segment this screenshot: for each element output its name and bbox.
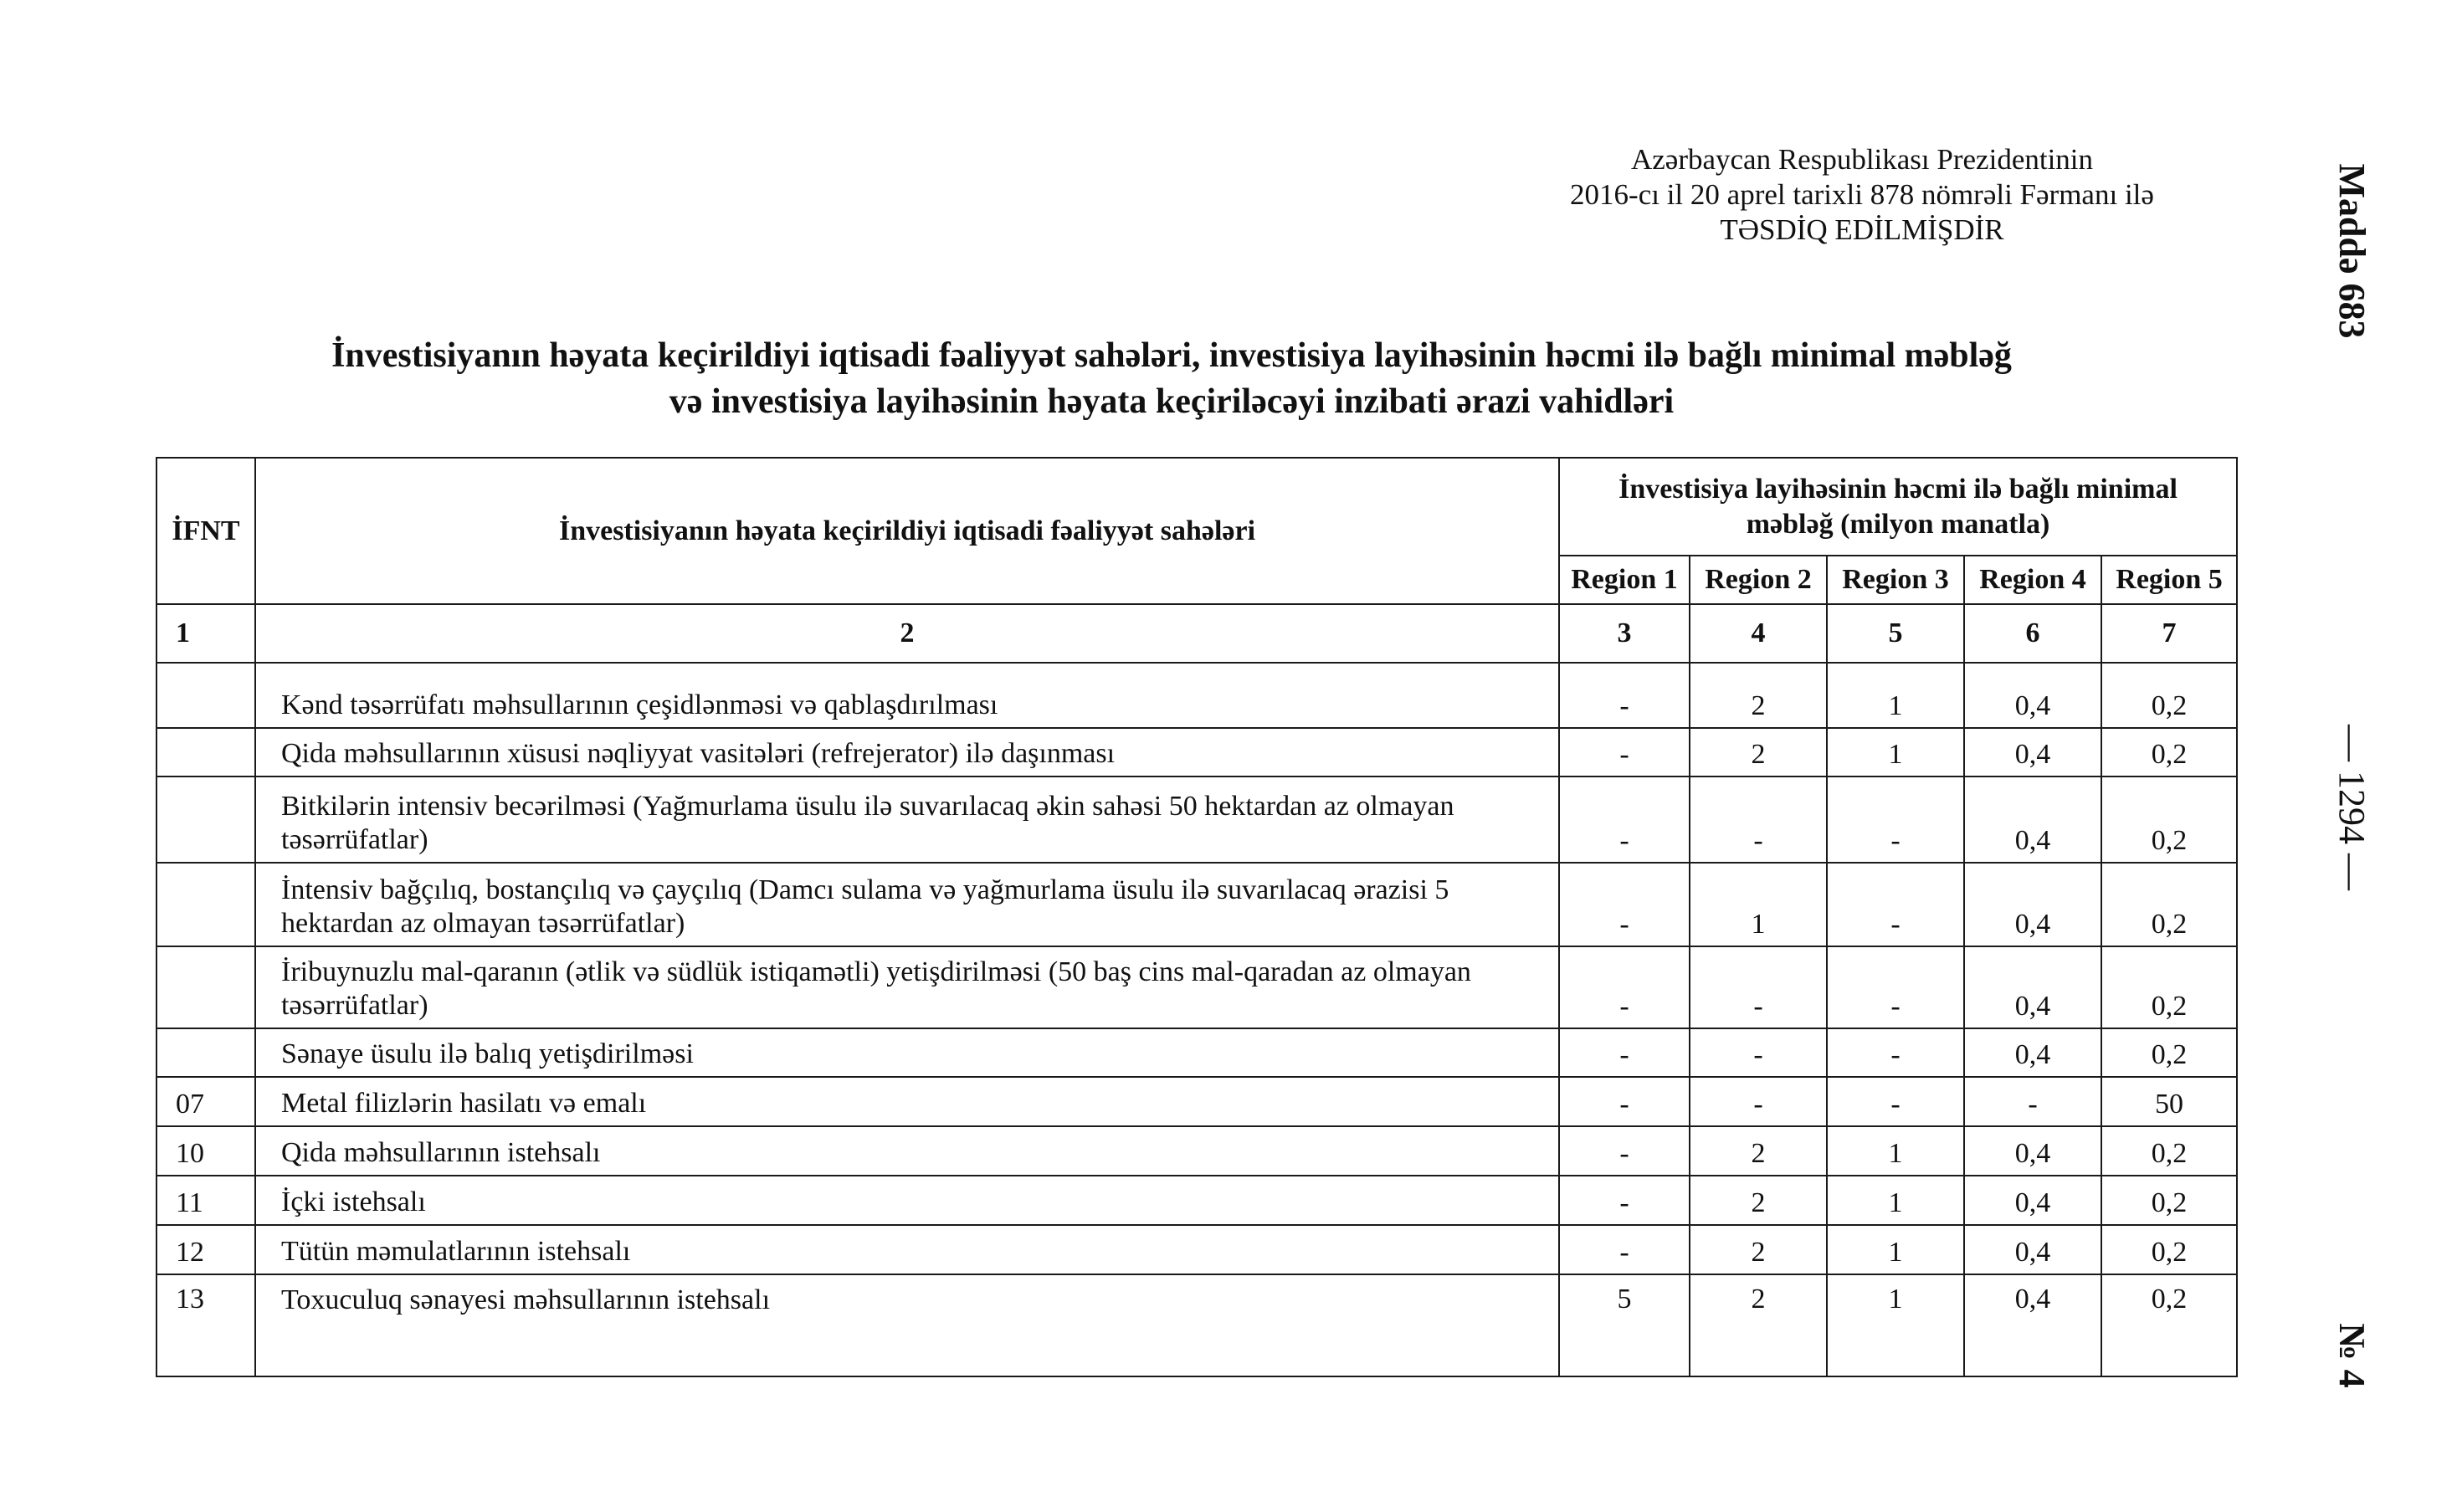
table-row: [156, 663, 2237, 728]
row-region-5: 0,2: [2101, 1028, 2237, 1077]
row-region-1: -: [1559, 1176, 1690, 1225]
row-sector: Qida məhsullarının istehsalı: [255, 1126, 1559, 1176]
row-region-5: 0,2: [2101, 1176, 2237, 1225]
row-region-1: -: [1559, 1126, 1690, 1176]
row-region-3: -: [1827, 1028, 1964, 1077]
row-code: [156, 863, 255, 946]
row-region-1: -: [1559, 728, 1690, 777]
row-code: [156, 777, 255, 863]
row-sector: Kənd təsərrüfatı məhsullarının çeşidlənməsi və qablaşdırılması: [255, 663, 1559, 728]
col-number-1: 1: [156, 604, 255, 663]
row-region-5: 0,2: [2101, 863, 2237, 946]
page-number: — 1294 —: [2331, 725, 2372, 890]
col-number-7: 7: [2101, 604, 2237, 663]
row-region-3: -: [1827, 777, 1964, 863]
row-region-2: -: [1690, 777, 1827, 863]
row-sector: Toxuculuq sənayesi məhsullarının istehsalı: [255, 1274, 1559, 1376]
row-sector: Qida məhsullarının xüsusi nəqliyyat vasitələri (refrejerator) ilə daşınması: [255, 728, 1559, 777]
header-region-5: Region 5: [2101, 556, 2237, 604]
approval-line-3: TƏSDİQ EDİLMİŞDİR: [1720, 213, 2004, 246]
header-region-2: Region 2: [1690, 556, 1827, 604]
row-code: [156, 1028, 255, 1077]
table-row: [156, 946, 2237, 1028]
row-region-3: 1: [1827, 728, 1964, 777]
row-region-5: 0,2: [2101, 728, 2237, 777]
header-region-3: Region 3: [1827, 556, 1964, 604]
table-row: [156, 1077, 2237, 1126]
row-region-2: 2: [1690, 1225, 1827, 1274]
row-code: 13: [156, 1274, 255, 1376]
row-region-4: 0,4: [1964, 1176, 2101, 1225]
header-min-amount: [1559, 458, 2237, 556]
row-region-4: 0,4: [1964, 663, 2101, 728]
row-region-3: -: [1827, 946, 1964, 1028]
row-region-3: -: [1827, 863, 1964, 946]
row-sector: İntensiv bağçılıq, bostançılıq və çayçılıq (Damcı sulama və yağmurlama üsulu ilə suvarılacaq ərazisi 5 hektardan az olmayan təsərrüfatlar): [255, 863, 1559, 946]
row-region-2: -: [1690, 1028, 1827, 1077]
row-region-4: -: [1964, 1077, 2101, 1126]
header-ifnt: İFNT: [156, 458, 255, 604]
col-number-2: 2: [255, 604, 1559, 663]
col-number-3: 3: [1559, 604, 1690, 663]
header-region-4: Region 4: [1964, 556, 2101, 604]
row-region-5: 0,2: [2101, 1274, 2237, 1376]
row-region-1: -: [1559, 946, 1690, 1028]
row-region-5: 0,2: [2101, 1225, 2237, 1274]
row-region-3: 1: [1827, 1225, 1964, 1274]
row-region-2: 1: [1690, 863, 1827, 946]
row-region-1: -: [1559, 1077, 1690, 1126]
row-region-2: 2: [1690, 728, 1827, 777]
approval-line-1: Azərbaycan Respublikası Prezidentinin: [1630, 143, 2094, 176]
column-numbers-row: [156, 604, 2237, 663]
table-row: [156, 1126, 2237, 1176]
document-title: [167, 333, 2176, 425]
row-region-2: 2: [1690, 663, 1827, 728]
row-region-4: 0,4: [1964, 863, 2101, 946]
row-code: 12: [156, 1225, 255, 1274]
row-region-3: 1: [1827, 1274, 1964, 1376]
row-region-2: 2: [1690, 1176, 1827, 1225]
row-region-4: 0,4: [1964, 1028, 2101, 1077]
row-region-3: -: [1827, 1077, 1964, 1126]
header-min-amount-line-1: İnvestisiya layihəsinin həcmi ilə bağlı minimal: [1618, 473, 2178, 505]
header-sector: İnvestisiyanın həyata keçirildiyi iqtisadi fəaliyyət sahələri: [255, 458, 1559, 604]
row-region-1: -: [1559, 863, 1690, 946]
row-region-3: 1: [1827, 663, 1964, 728]
row-region-2: -: [1690, 946, 1827, 1028]
row-region-5: 50: [2101, 1077, 2237, 1126]
row-region-4: 0,4: [1964, 1126, 2101, 1176]
row-code: [156, 663, 255, 728]
row-region-5: 0,2: [2101, 777, 2237, 863]
row-region-4: 0,4: [1964, 728, 2101, 777]
row-sector: İribuynuzlu mal-qaranın (ətlik və südlük istiqamətli) yetişdirilməsi (50 baş cins mal-qaradan az olmayan təsərrüfatlar): [255, 946, 1559, 1028]
row-sector: Metal filizlərin hasilatı və emalı: [255, 1077, 1559, 1126]
title-line-2: və investisiya layihəsinin həyata keçiriləcəyi inzibati ərazi vahidləri: [669, 382, 1675, 421]
row-code: [156, 728, 255, 777]
header-region-1: Region 1: [1559, 556, 1690, 604]
row-region-1: -: [1559, 1028, 1690, 1077]
issue-number: № 4: [2331, 1323, 2372, 1388]
row-region-5: 0,2: [2101, 663, 2237, 728]
row-code: 07: [156, 1077, 255, 1126]
article-number: Maddə 683: [2331, 163, 2372, 339]
row-region-4: 0,4: [1964, 1274, 2101, 1376]
approval-line-2: 2016-cı il 20 aprel tarixli 878 nömrəli Fərmanı ilə: [1570, 178, 2154, 211]
row-region-1: -: [1559, 777, 1690, 863]
table-row: [156, 1176, 2237, 1225]
row-sector: Bitkilərin intensiv becərilməsi (Yağmurlama üsulu ilə suvarılacaq əkin sahəsi 50 hektardan az olmayan təsərrüfatlar): [255, 777, 1559, 863]
row-sector: İçki istehsalı: [255, 1176, 1559, 1225]
row-region-2: 2: [1690, 1126, 1827, 1176]
row-code: 11: [156, 1176, 255, 1225]
header-row: [156, 458, 2237, 556]
col-number-5: 5: [1827, 604, 1964, 663]
row-region-5: 0,2: [2101, 946, 2237, 1028]
table-row: [156, 777, 2237, 863]
table-row: [156, 1028, 2237, 1077]
row-region-2: 2: [1690, 1274, 1827, 1376]
row-region-2: -: [1690, 1077, 1827, 1126]
row-sector: Tütün məmulatlarının istehsalı: [255, 1225, 1559, 1274]
row-code: [156, 946, 255, 1028]
approval-stamp: [1423, 142, 2301, 248]
row-region-1: -: [1559, 1225, 1690, 1274]
row-sector: Sənaye üsulu ilə balıq yetişdirilməsi: [255, 1028, 1559, 1077]
row-region-1: 5: [1559, 1274, 1690, 1376]
row-region-1: -: [1559, 663, 1690, 728]
title-line-1: İnvestisiyanın həyata keçirildiyi iqtisadi fəaliyyət sahələri, investisiya layihəsinin həcmi ilə bağlı minimal məbləğ: [331, 336, 2012, 375]
row-region-3: 1: [1827, 1176, 1964, 1225]
table-row: [156, 1274, 2237, 1376]
row-region-4: 0,4: [1964, 777, 2101, 863]
table-row: [156, 863, 2237, 946]
investment-table: [156, 457, 2238, 1377]
table-row: [156, 728, 2237, 777]
row-region-4: 0,4: [1964, 946, 2101, 1028]
col-number-4: 4: [1690, 604, 1827, 663]
row-region-4: 0,4: [1964, 1225, 2101, 1274]
col-number-6: 6: [1964, 604, 2101, 663]
row-code: 10: [156, 1126, 255, 1176]
row-region-5: 0,2: [2101, 1126, 2237, 1176]
table-row: [156, 1225, 2237, 1274]
row-region-3: 1: [1827, 1126, 1964, 1176]
header-min-amount-line-2: məbləğ (milyon manatla): [1746, 508, 2050, 540]
